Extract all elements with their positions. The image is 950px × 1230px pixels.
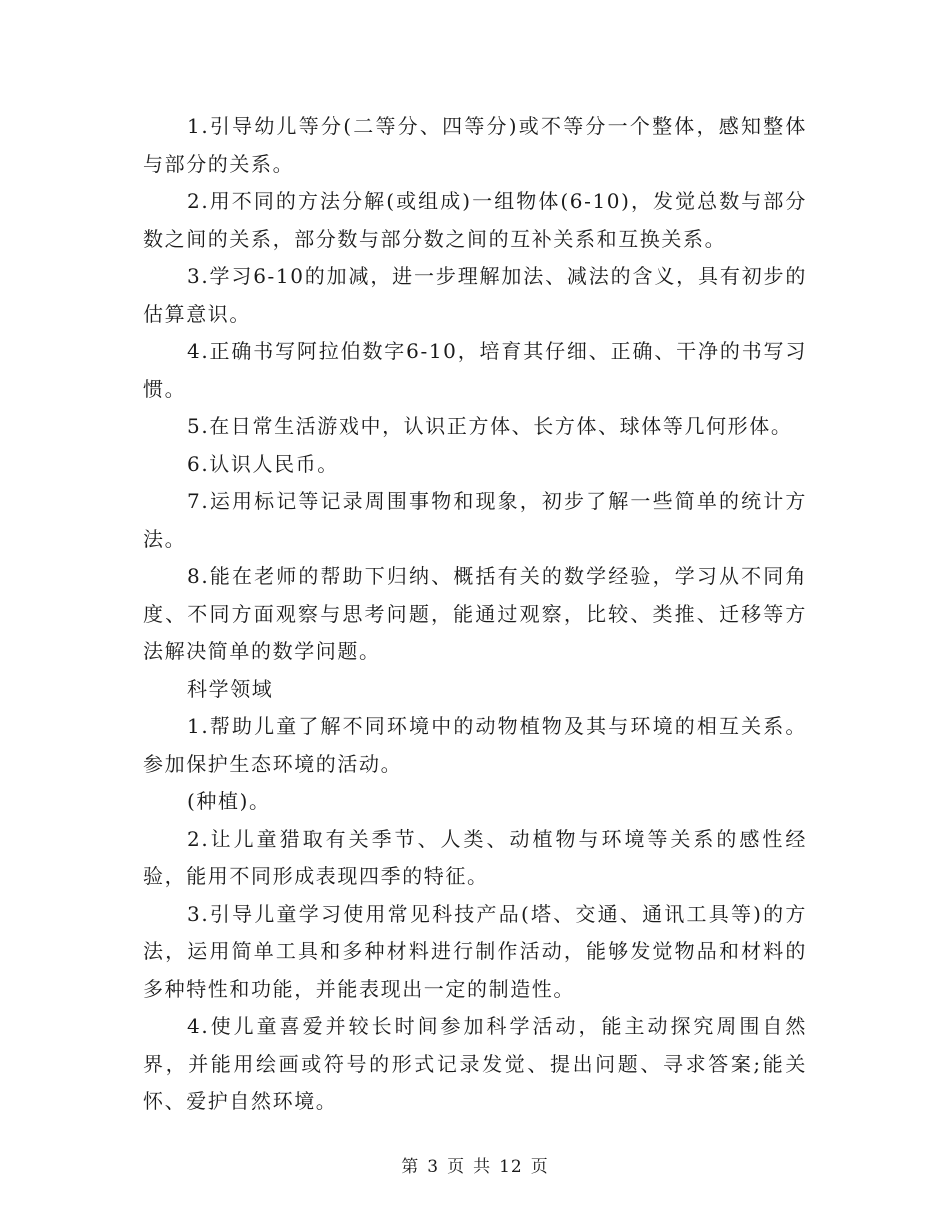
- paragraph-science-planting: (种植)。: [187, 789, 271, 813]
- paragraph-science-4: 4.使儿童喜爱并较长时间参加科学活动，能主动探究周围自然界，并能用绘画或符号的形式记录发觉、提出问题、寻求答案;能关怀、爱护自然环境。: [143, 1014, 807, 1113]
- paragraph-math-2: 2.用不同的方法分解(或组成)一组物体(6-10)，发觉总数与部分数之间的关系，部分数与部分数之间的互补关系和互换关系。: [143, 189, 807, 251]
- paragraph-math-5: 5.在日常生活游戏中，认识正方体、长方体、球体等几何形体。: [187, 414, 793, 438]
- page-footer: [0, 1152, 950, 1177]
- footer-current-page: 3: [427, 1157, 440, 1177]
- footer-page-word: 页: [447, 1157, 466, 1177]
- paragraph-math-7: 7.运用标记等记录周围事物和现象，初步了解一些简单的统计方法。: [143, 489, 807, 551]
- footer-prefix: 第: [401, 1157, 420, 1177]
- paragraph-math-4: 4.正确书写阿拉伯数字6-10，培育其仔细、正确、干净的书写习惯。: [143, 339, 807, 401]
- paragraph-science-1: 1.帮助儿童了解不同环境中的动物植物及其与环境的相互关系。参加保护生态环境的活动。: [143, 714, 807, 776]
- footer-total-prefix: 共: [473, 1157, 492, 1177]
- paragraph-math-8: 8.能在老师的帮助下归纳、概括有关的数学经验，学习从不同角度、不同方面观察与思考问题，能通过观察，比较、类推、迁移等方法解决简单的数学问题。: [143, 564, 807, 663]
- document-body: [143, 108, 807, 1121]
- paragraph-math-3: 3.学习6-10的加减，进一步理解加法、减法的含义，具有初步的估算意识。: [143, 264, 807, 326]
- paragraph-math-6: 6.认识人民币。: [187, 451, 339, 476]
- paragraph-science-2: 2.让儿童猎取有关季节、人类、动植物与环境等关系的感性经验，能用不同形成表现四季的特征。: [143, 826, 807, 888]
- section-heading-science: 科学领域: [187, 676, 274, 701]
- paragraph-science-3: 3.引导儿童学习使用常见科技产品(塔、交通、通讯工具等)的方法，运用简单工具和多种材料进行制作活动，能够发觉物品和材料的多种特性和功能，并能表现出一定的制造性。: [143, 901, 807, 1001]
- paragraph-math-1: 1.引导幼儿等分(二等分、四等分)或不等分一个整体，感知整体与部分的关系。: [143, 114, 807, 176]
- footer-total-pages: 12: [499, 1157, 523, 1177]
- footer-suffix: 页: [530, 1157, 549, 1177]
